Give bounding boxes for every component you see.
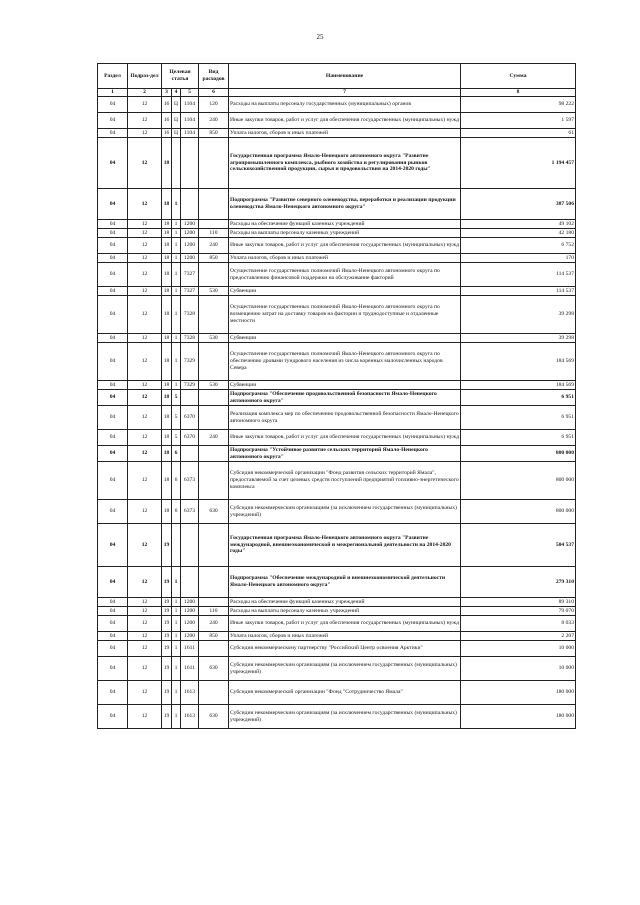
- cell-sum: 800 000: [461, 500, 576, 524]
- cell-razdel: 04: [98, 524, 128, 567]
- cell-razdel: 04: [98, 254, 128, 263]
- cell-podrazdel: 12: [128, 287, 162, 296]
- cell-article: 1200: [181, 238, 199, 254]
- cell-program: 19: [162, 524, 172, 567]
- cell-razdel: 04: [98, 138, 128, 189]
- cell-article: 7329: [181, 343, 199, 381]
- cell-sum: 8 033: [461, 616, 576, 632]
- cell-expense-type: 110: [199, 607, 229, 616]
- cell-expense-type: 630: [199, 705, 229, 729]
- cell-sum: 170: [461, 254, 576, 263]
- cell-expense-type: [199, 567, 229, 598]
- cell-razdel: 04: [98, 430, 128, 446]
- cell-program: 19: [162, 616, 172, 632]
- cell-expense-type: [199, 598, 229, 607]
- cell-sum: 6 951: [461, 390, 576, 406]
- cell-program: 19: [162, 657, 172, 681]
- cell-expense-type: [199, 263, 229, 287]
- cell-razdel: 04: [98, 500, 128, 524]
- column-number: 8: [461, 89, 576, 97]
- table-row: [98, 138, 576, 189]
- cell-name: Подпрограмма "Развитие северного оленеводства, переработки и реализации продукции оленеводства Ямало-Ненецкого автономного округа": [229, 189, 461, 220]
- cell-subprogram: 1: [172, 263, 181, 287]
- cell-podrazdel: 12: [128, 296, 162, 334]
- cell-sum: 6 752: [461, 238, 576, 254]
- cell-subprogram: Ц: [172, 113, 181, 129]
- cell-expense-type: 630: [199, 657, 229, 681]
- column-number: 1: [98, 89, 128, 97]
- column-number: 3: [162, 89, 172, 97]
- cell-subprogram: Ц: [172, 97, 181, 113]
- cell-subprogram: 5: [172, 406, 181, 430]
- cell-sum: 114 537: [461, 263, 576, 287]
- cell-razdel: 04: [98, 129, 128, 138]
- cell-podrazdel: 12: [128, 446, 162, 462]
- cell-expense-type: 240: [199, 113, 229, 129]
- cell-podrazdel: 12: [128, 681, 162, 705]
- cell-razdel: 04: [98, 567, 128, 598]
- cell-expense-type: 630: [199, 500, 229, 524]
- cell-name: Расходы на обеспечение функций казенных учреждений: [229, 598, 461, 607]
- cell-name: Иные закупки товаров, работ и услуг для обеспечения государственных (муниципальных) нужд: [229, 113, 461, 129]
- cell-article: 6370: [181, 406, 199, 430]
- cell-name: Расходы на выплаты персоналу казенных учреждений: [229, 607, 461, 616]
- cell-podrazdel: 12: [128, 97, 162, 113]
- cell-subprogram: 1: [172, 381, 181, 390]
- cell-program: 18: [162, 189, 172, 220]
- cell-sum: 39 298: [461, 296, 576, 334]
- cell-article: [181, 446, 199, 462]
- cell-article: [181, 189, 199, 220]
- cell-expense-type: [199, 406, 229, 430]
- cell-podrazdel: 12: [128, 598, 162, 607]
- cell-podrazdel: 12: [128, 238, 162, 254]
- cell-program: 18: [162, 263, 172, 287]
- cell-razdel: 04: [98, 641, 128, 657]
- cell-program: 19: [162, 632, 172, 641]
- cell-name: Субвенции: [229, 381, 461, 390]
- cell-name: Расходы на выплаты персоналу государственных (муниципальных) органов: [229, 97, 461, 113]
- cell-subprogram: 1: [172, 657, 181, 681]
- cell-razdel: 04: [98, 632, 128, 641]
- cell-expense-type: 530: [199, 287, 229, 296]
- table-row: [98, 296, 576, 334]
- cell-expense-type: [199, 296, 229, 334]
- cell-article: [181, 138, 199, 189]
- cell-podrazdel: 12: [128, 220, 162, 229]
- cell-razdel: 04: [98, 229, 128, 238]
- cell-sum: 61: [461, 129, 576, 138]
- header-name: Наименование: [229, 64, 461, 89]
- cell-sum: 184 569: [461, 381, 576, 390]
- cell-expense-type: 240: [199, 430, 229, 446]
- cell-program: 19: [162, 598, 172, 607]
- cell-podrazdel: 12: [128, 113, 162, 129]
- cell-podrazdel: 12: [128, 567, 162, 598]
- cell-sum: 504 537: [461, 524, 576, 567]
- table-row: [98, 430, 576, 446]
- cell-program: 19: [162, 567, 172, 598]
- cell-expense-type: [199, 189, 229, 220]
- cell-article: 1200: [181, 616, 199, 632]
- cell-podrazdel: 12: [128, 524, 162, 567]
- cell-podrazdel: 12: [128, 607, 162, 616]
- cell-razdel: 04: [98, 381, 128, 390]
- cell-expense-type: [199, 524, 229, 567]
- cell-subprogram: 1: [172, 632, 181, 641]
- cell-subprogram: 1: [172, 296, 181, 334]
- cell-expense-type: 850: [199, 632, 229, 641]
- cell-razdel: 04: [98, 462, 128, 500]
- cell-program: 18: [162, 254, 172, 263]
- cell-subprogram: 1: [172, 229, 181, 238]
- header-podrazdel: Подраз-дел: [128, 64, 162, 89]
- cell-razdel: 04: [98, 238, 128, 254]
- cell-name: Расходы на выплаты персоналу казенных учреждений: [229, 229, 461, 238]
- table-row: [98, 390, 576, 406]
- cell-sum: 42 180: [461, 229, 576, 238]
- cell-podrazdel: 12: [128, 390, 162, 406]
- cell-sum: 79 070: [461, 607, 576, 616]
- cell-razdel: 04: [98, 607, 128, 616]
- cell-razdel: 04: [98, 406, 128, 430]
- cell-article: 1200: [181, 632, 199, 641]
- cell-sum: 1 194 457: [461, 138, 576, 189]
- cell-podrazdel: 12: [128, 189, 162, 220]
- table-row: [98, 334, 576, 343]
- cell-program: 18: [162, 334, 172, 343]
- cell-subprogram: 6: [172, 446, 181, 462]
- table-row: [98, 263, 576, 287]
- cell-sum: 114 537: [461, 287, 576, 296]
- cell-podrazdel: 12: [128, 641, 162, 657]
- cell-article: 1611: [181, 641, 199, 657]
- cell-article: 7327: [181, 287, 199, 296]
- cell-name: Иные закупки товаров, работ и услуг для обеспечения государственных (муниципальных) нужд: [229, 238, 461, 254]
- cell-name: Иные закупки товаров, работ и услуг для обеспечения государственных (муниципальных) нужд: [229, 430, 461, 446]
- cell-article: [181, 390, 199, 406]
- cell-razdel: 04: [98, 97, 128, 113]
- table-row: [98, 406, 576, 430]
- cell-sum: 6 951: [461, 430, 576, 446]
- column-number: 2: [128, 89, 162, 97]
- cell-subprogram: Ц: [172, 129, 181, 138]
- table-row: [98, 254, 576, 263]
- cell-podrazdel: 12: [128, 462, 162, 500]
- cell-sum: 89 310: [461, 598, 576, 607]
- cell-article: 6370: [181, 430, 199, 446]
- cell-name: Подпрограмма "Обеспечение международной и внешнеэкономической деятельности Ямало-Ненецкого автономного округа": [229, 567, 461, 598]
- cell-article: 1613: [181, 681, 199, 705]
- cell-podrazdel: 12: [128, 334, 162, 343]
- cell-razdel: 04: [98, 296, 128, 334]
- cell-razdel: 04: [98, 681, 128, 705]
- cell-subprogram: 1: [172, 254, 181, 263]
- cell-article: [181, 567, 199, 598]
- cell-name: Расходы на обеспечение функций казенных учреждений: [229, 220, 461, 229]
- cell-sum: 180 000: [461, 681, 576, 705]
- table-row: [98, 229, 576, 238]
- cell-program: 18: [162, 287, 172, 296]
- cell-program: 18: [162, 343, 172, 381]
- cell-article: 1200: [181, 598, 199, 607]
- cell-program: 19: [162, 641, 172, 657]
- cell-expense-type: [199, 343, 229, 381]
- cell-razdel: 04: [98, 657, 128, 681]
- cell-subprogram: 1: [172, 343, 181, 381]
- cell-podrazdel: 12: [128, 632, 162, 641]
- cell-razdel: 04: [98, 220, 128, 229]
- cell-program: 18: [162, 238, 172, 254]
- cell-razdel: 04: [98, 446, 128, 462]
- cell-expense-type: [199, 462, 229, 500]
- cell-expense-type: 240: [199, 616, 229, 632]
- cell-sum: 800 000: [461, 462, 576, 500]
- cell-subprogram: 1: [172, 616, 181, 632]
- cell-article: 1200: [181, 607, 199, 616]
- cell-name: Осуществление государственных полномочий Ямало-Ненецкого автономного округа по предоставлению финансовой поддержки на обслуживание факторий: [229, 263, 461, 287]
- table-row: [98, 113, 576, 129]
- cell-article: 1613: [181, 705, 199, 729]
- cell-name: Осуществление государственных полномочий Ямало-Ненецкого автономного округа по обеспечению дровами тундрового населения из числа коренных малочисленных народов Севера: [229, 343, 461, 381]
- table-row: [98, 462, 576, 500]
- column-number: 4: [172, 89, 181, 97]
- cell-razdel: 04: [98, 263, 128, 287]
- cell-program: 18: [162, 462, 172, 500]
- cell-name: Государственная программа Ямало-Ненецкого автономного округа "Развитие агропромышленного комплекса, рыбного хозяйства и регулирования рынков сельскохозяйственной продукции, сырья и продовольствия на 2014-2020 годы": [229, 138, 461, 189]
- cell-article: 7328: [181, 296, 199, 334]
- cell-razdel: 04: [98, 616, 128, 632]
- table-row: [98, 632, 576, 641]
- cell-name: Осуществление государственных полномочий Ямало-Ненецкого автономного округа по возмещению затрат на доставку товаров на фактории и труднодоступные и отдаленные местности: [229, 296, 461, 334]
- cell-name: Реализация комплекса мер по обеспечению продовольственной безопасности Ямало-Ненецкого автономного округа: [229, 406, 461, 430]
- cell-razdel: 04: [98, 343, 128, 381]
- cell-expense-type: [199, 681, 229, 705]
- cell-program: 18: [162, 229, 172, 238]
- cell-podrazdel: 12: [128, 254, 162, 263]
- cell-sum: 6 951: [461, 406, 576, 430]
- cell-sum: 184 569: [461, 343, 576, 381]
- cell-razdel: 04: [98, 705, 128, 729]
- table-row: [98, 129, 576, 138]
- header-sum: Сумма: [461, 64, 576, 89]
- table-row: [98, 220, 576, 229]
- table-row: [98, 381, 576, 390]
- cell-program: 18: [162, 296, 172, 334]
- cell-expense-type: [199, 446, 229, 462]
- cell-program: 19: [162, 607, 172, 616]
- table-row: [98, 705, 576, 729]
- cell-program: 18: [162, 446, 172, 462]
- cell-name: Субсидия некоммерческой организации "Фонд "Сотрудничество Ямала": [229, 681, 461, 705]
- cell-article: [181, 524, 199, 567]
- cell-expense-type: 110: [199, 229, 229, 238]
- header-vid: Вид расходов: [199, 64, 229, 89]
- cell-razdel: 04: [98, 287, 128, 296]
- cell-article: 6373: [181, 462, 199, 500]
- cell-subprogram: 1: [172, 681, 181, 705]
- cell-subprogram: 6: [172, 462, 181, 500]
- cell-subprogram: 1: [172, 238, 181, 254]
- cell-article: 1611: [181, 657, 199, 681]
- table-row: [98, 500, 576, 524]
- cell-subprogram: [172, 138, 181, 189]
- cell-sum: 2 207: [461, 632, 576, 641]
- cell-expense-type: 530: [199, 381, 229, 390]
- table-row: [98, 238, 576, 254]
- cell-podrazdel: 12: [128, 129, 162, 138]
- table-row: [98, 607, 576, 616]
- cell-article: 7329: [181, 381, 199, 390]
- cell-sum: 180 000: [461, 705, 576, 729]
- header-razdel: Раздел: [98, 64, 128, 89]
- cell-program: 16: [162, 129, 172, 138]
- cell-program: 18: [162, 220, 172, 229]
- cell-subprogram: 5: [172, 390, 181, 406]
- cell-subprogram: 1: [172, 607, 181, 616]
- budget-table: [97, 63, 576, 729]
- cell-expense-type: 530: [199, 334, 229, 343]
- cell-name: Субсидии некоммерческим организациям (за исключением государственных (муниципальных) учреждений): [229, 657, 461, 681]
- cell-subprogram: 1: [172, 705, 181, 729]
- cell-name: Субвенции: [229, 287, 461, 296]
- cell-name: Субсидия некоммерческому партнерству "Российский Центр освоения Арктики": [229, 641, 461, 657]
- cell-article: 1200: [181, 229, 199, 238]
- cell-sum: 800 000: [461, 446, 576, 462]
- cell-program: 18: [162, 381, 172, 390]
- cell-name: Субсидии некоммерческим организациям (за исключением государственных (муниципальных) учреждений): [229, 705, 461, 729]
- page-number: 25: [316, 33, 324, 41]
- cell-sum: 49 102: [461, 220, 576, 229]
- cell-name: Иные закупки товаров, работ и услуг для обеспечения государственных (муниципальных) нужд: [229, 616, 461, 632]
- cell-expense-type: [199, 641, 229, 657]
- cell-sum: 10 000: [461, 641, 576, 657]
- cell-razdel: 04: [98, 189, 128, 220]
- cell-name: Уплата налогов, сборов и иных платежей: [229, 632, 461, 641]
- table-body: [98, 97, 576, 729]
- cell-expense-type: [199, 220, 229, 229]
- cell-subprogram: 1: [172, 641, 181, 657]
- cell-subprogram: 1: [172, 220, 181, 229]
- cell-name: Уплата налогов, сборов и иных платежей: [229, 254, 461, 263]
- cell-podrazdel: 12: [128, 705, 162, 729]
- table-row: [98, 97, 576, 113]
- cell-subprogram: 1: [172, 567, 181, 598]
- cell-article: 1104: [181, 97, 199, 113]
- cell-name: Государственная программа Ямало-Ненецкого автономного округа "Развитие международной, внешнеэкономической и межрегиональной деятельности на 2014-2020 годы": [229, 524, 461, 567]
- cell-podrazdel: 12: [128, 616, 162, 632]
- table-row: [98, 657, 576, 681]
- cell-name: Субвенции: [229, 334, 461, 343]
- cell-subprogram: 1: [172, 287, 181, 296]
- cell-name: Уплата налогов, сборов и иных платежей: [229, 129, 461, 138]
- cell-name: Подпрограмма "Обеспечение продовольственной безопасности Ямало-Ненецкого автономного округа": [229, 390, 461, 406]
- cell-expense-type: 120: [199, 97, 229, 113]
- cell-razdel: 04: [98, 113, 128, 129]
- cell-sum: 10 000: [461, 657, 576, 681]
- cell-expense-type: [199, 390, 229, 406]
- cell-article: 1200: [181, 220, 199, 229]
- table-row: [98, 343, 576, 381]
- cell-podrazdel: 12: [128, 138, 162, 189]
- cell-article: 1104: [181, 113, 199, 129]
- column-number: 6: [199, 89, 229, 97]
- cell-podrazdel: 12: [128, 430, 162, 446]
- table-row: [98, 524, 576, 567]
- cell-razdel: 04: [98, 598, 128, 607]
- cell-name: Субсидии некоммерческим организациям (за исключением государственных (муниципальных) учреждений): [229, 500, 461, 524]
- table-row: [98, 616, 576, 632]
- cell-expense-type: 240: [199, 238, 229, 254]
- cell-expense-type: [199, 138, 229, 189]
- cell-podrazdel: 12: [128, 263, 162, 287]
- cell-program: 18: [162, 406, 172, 430]
- cell-subprogram: [172, 524, 181, 567]
- cell-subprogram: 6: [172, 500, 181, 524]
- cell-program: 18: [162, 138, 172, 189]
- cell-article: 6373: [181, 500, 199, 524]
- table-row: [98, 641, 576, 657]
- cell-sum: 98 222: [461, 97, 576, 113]
- column-number: 5: [181, 89, 199, 97]
- cell-subprogram: 1: [172, 334, 181, 343]
- cell-podrazdel: 12: [128, 406, 162, 430]
- cell-program: 18: [162, 500, 172, 524]
- cell-podrazdel: 12: [128, 657, 162, 681]
- cell-program: 18: [162, 390, 172, 406]
- cell-subprogram: 1: [172, 598, 181, 607]
- cell-program: 16: [162, 113, 172, 129]
- cell-program: 16: [162, 97, 172, 113]
- cell-program: 19: [162, 705, 172, 729]
- cell-article: 7327: [181, 263, 199, 287]
- cell-subprogram: 1: [172, 189, 181, 220]
- cell-razdel: 04: [98, 334, 128, 343]
- cell-article: 1104: [181, 129, 199, 138]
- table-row: [98, 189, 576, 220]
- cell-sum: 279 310: [461, 567, 576, 598]
- cell-expense-type: 850: [199, 254, 229, 263]
- cell-podrazdel: 12: [128, 229, 162, 238]
- cell-program: 18: [162, 430, 172, 446]
- cell-podrazdel: 12: [128, 500, 162, 524]
- table-row: [98, 567, 576, 598]
- cell-name: Субсидия некоммерческой организации "Фонд развития сельских территорий Ямала", предоставляемой за счет целевых средств поступлений предприятий топливно-энергетического комплекса: [229, 462, 461, 500]
- column-number-row: [98, 89, 576, 97]
- cell-name: Подпрограмма "Устойчивое развитие сельских территорий Ямало-Ненецкого автономного округа": [229, 446, 461, 462]
- table-row: [98, 598, 576, 607]
- cell-sum: 1 597: [461, 113, 576, 129]
- cell-subprogram: 5: [172, 430, 181, 446]
- table-row: [98, 287, 576, 296]
- table-row: [98, 681, 576, 705]
- cell-expense-type: 850: [199, 129, 229, 138]
- table-header-row: [98, 64, 576, 89]
- cell-razdel: 04: [98, 390, 128, 406]
- cell-sum: 387 506: [461, 189, 576, 220]
- cell-sum: 39 298: [461, 334, 576, 343]
- header-celevaya: Целевая статья: [162, 64, 199, 89]
- cell-article: 7328: [181, 334, 199, 343]
- cell-article: 1200: [181, 254, 199, 263]
- table-row: [98, 446, 576, 462]
- cell-program: 19: [162, 681, 172, 705]
- cell-podrazdel: 12: [128, 381, 162, 390]
- cell-podrazdel: 12: [128, 343, 162, 381]
- column-number: 7: [229, 89, 461, 97]
